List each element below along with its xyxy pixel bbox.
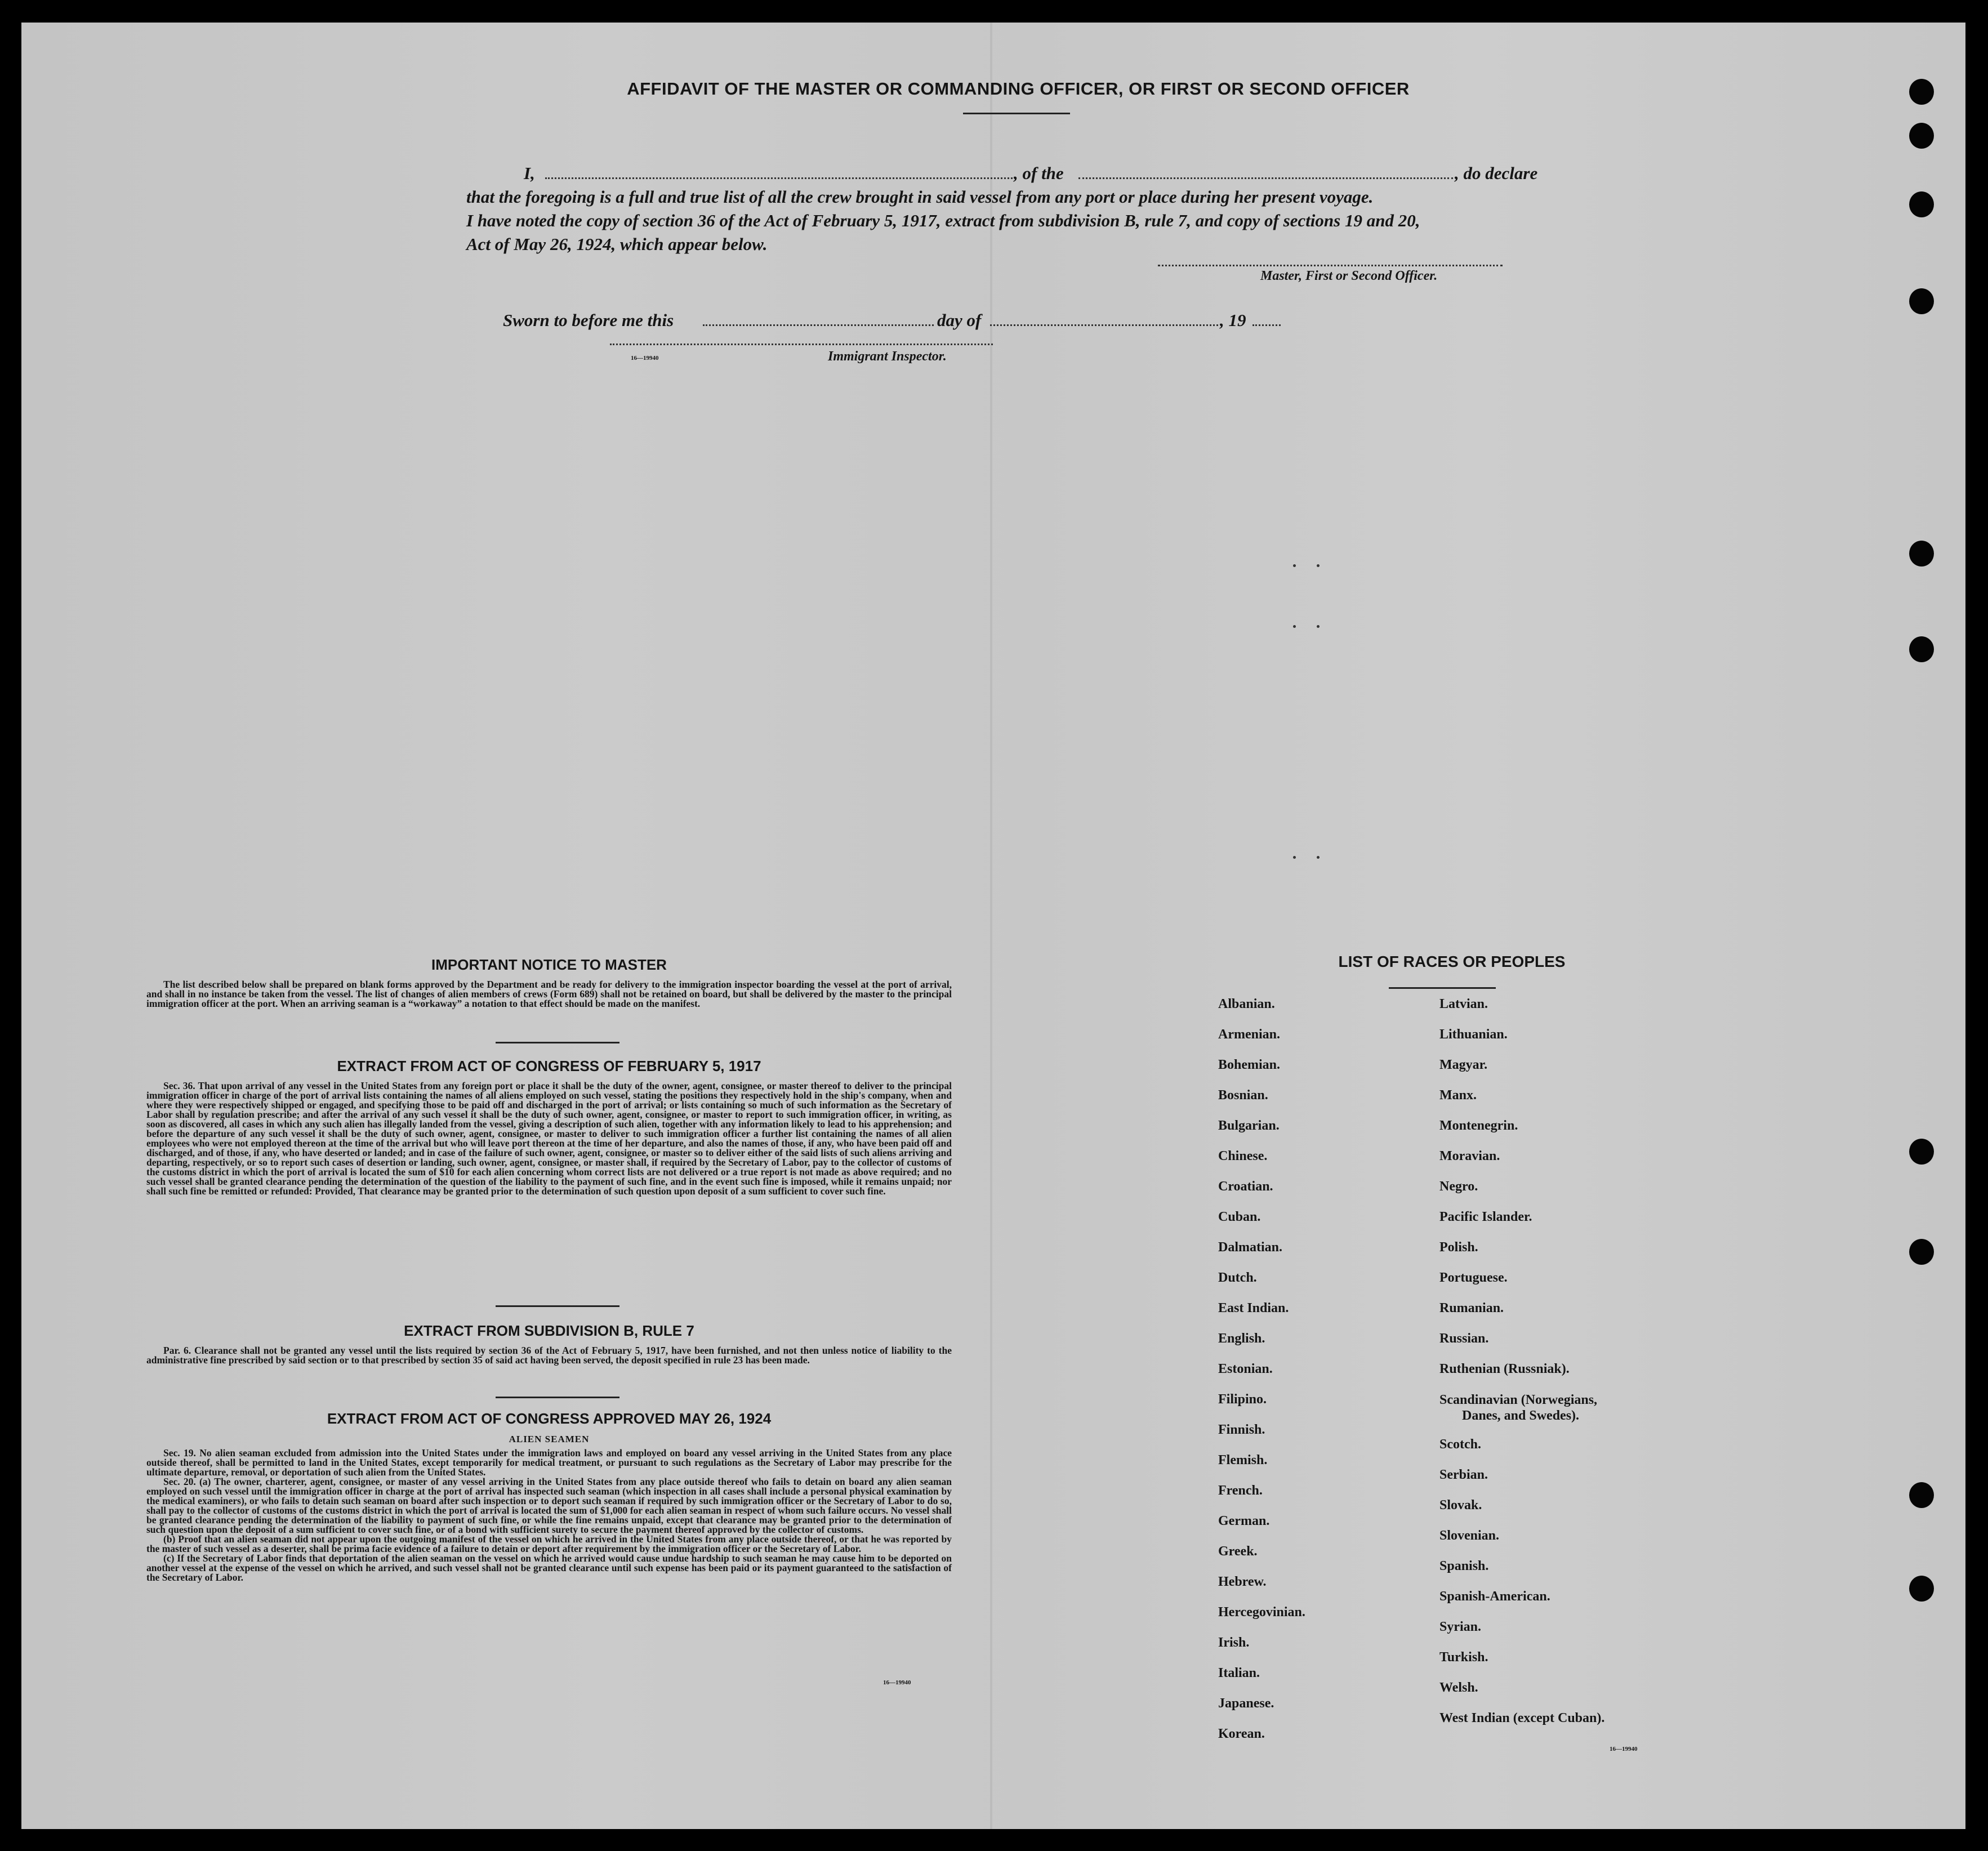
affidavit-line-4: Act of May 26, 1924, which appear below. [466,234,768,254]
race-item: Finnish. [1218,1422,1265,1437]
notice-rule [496,1042,619,1043]
race-item: Manx. [1439,1088,1477,1103]
sec-20b-paragraph: (b) Proof that an alien seaman did not appear upon the outgoing manifest of the vessel on which he arrived in the United States from any place outside thereof, or that he was reported by the master of such vessel as a deserter, shall be prima facie evidence of a failure to detain or deport after requirement by the immigration officer or the Secretary of Labor. [146,1533,952,1554]
speck [1317,856,1320,859]
binder-hole [1909,1139,1934,1165]
race-item: Negro. [1439,1179,1478,1194]
inspector-caption: Immigrant Inspector. [828,349,947,364]
master-caption: Master, First or Second Officer. [1260,269,1438,283]
year-label: , 19 [1220,310,1246,330]
race-item: Albanian. [1218,997,1275,1011]
race-item: Hebrew. [1218,1575,1267,1589]
speck [1317,625,1320,628]
sworn-label: Sworn to before me this [503,310,674,330]
race-item: Pacific Islander. [1439,1210,1532,1224]
sworn-day-line[interactable] [703,324,934,326]
race-item: Hercegovinian. [1218,1605,1305,1620]
race-item: East Indian. [1218,1301,1289,1315]
vessel-of-label: , of the [1014,163,1064,183]
race-item: Dutch. [1218,1270,1257,1285]
affidavit-form-number: 16—19940 [631,355,659,362]
sec-19-paragraph: Sec. 19. No alien seaman excluded from admission into the United States under the immigration laws and employed on board any vessel arriving in the United States from any place outside thereof, shall be permitted to land in the United States, except temporarily for medical treatment, or pursuant to such regulations as the Secretary of Labor may prescribe for the ultimate departure, removal, or deportation of such alien from the United States. [146,1447,952,1478]
race-item: Moravian. [1439,1149,1500,1163]
master-signature-line[interactable] [1158,265,1503,266]
race-item: Croatian. [1218,1179,1273,1194]
race-item: Turkish. [1439,1650,1488,1665]
binder-hole [1909,288,1934,314]
race-item: Bohemian. [1218,1058,1281,1072]
notice-text [146,980,952,1009]
extract-1924-text [146,1448,952,1582]
race-item: Spanish. [1439,1559,1489,1573]
extract-form-number: 16—19940 [883,1679,911,1686]
race-item: Ruthenian (Russniak). [1439,1362,1570,1376]
race-item: Bulgarian. [1218,1118,1280,1133]
race-item: Lithuanian. [1439,1027,1508,1042]
sec-20a-paragraph: Sec. 20. (a) The owner, charterer, agent, consignee, or master of any vessel arriving in the United States from any place outside thereof who fails to detain on board any alien seaman employed on such vessel until the immigration officer in charge at the port of arrival has inspected such seaman (which inspection in all cases shall include a personal physical examination by the medical examiners), or who fails to detain such seaman on board after such inspection or to deport such seaman if required by such immigration officer or the Secretary of Labor to do so, shall pay to the collector of customs of the customs district in which the port of arrival is located the sum of $1,000 for each alien seaman in respect of whom such failure occurs. No vessel shall be granted clearance pending the determination of the liability to payment of such fine, or while the fine remains unpaid, except that clearance may be granted prior to the determination of such question upon the deposit of a sum sufficient to cover such fine, or of a bond with sufficient surety to secure the payment thereof approved by the collector of customs. [146,1476,952,1535]
races-column-2 [1439,997,1604,1741]
race-item: Montenegrin. [1439,1118,1518,1133]
speck [1293,625,1296,628]
race-item: Greek. [1218,1544,1258,1559]
sworn-year-line[interactable] [1252,324,1281,326]
races-rule [1389,987,1496,989]
extract-1917-title: EXTRACT FROM ACT OF CONGRESS OF FEBRUARY 5, 1917 [337,1058,761,1074]
race-item: Welsh. [1439,1680,1478,1695]
race-item-line: Scandinavian (Norwegians, [1439,1393,1598,1407]
binder-hole [1909,1576,1934,1602]
affidavit-line-2: that the foregoing is a full and true list of all the crew brought in said vessel from any port or place during her present voyage. [466,187,1374,207]
race-item: Cuban. [1218,1210,1261,1224]
day-of-label: day of [937,310,982,330]
affidavit-title: AFFIDAVIT OF THE MASTER OR COMMANDING OFFICER, OR FIRST OR SECOND OFFICER [627,79,1410,99]
rule-7-rule [496,1397,619,1398]
page-fold [990,23,992,1829]
par-6-paragraph: Par. 6. Clearance shall not be granted any vessel until the lists required by section 36 of the Act of February 5, 1917, have been furnished, and not then unless notice of liability to the administrative fine prescribed by said section or to that prescribed by section 35 of said act having been served, the deposit specified in rule 23 has been made. [146,1345,952,1366]
binder-hole [1909,636,1934,662]
race-item: Rumanian. [1439,1301,1504,1315]
races-title: LIST OF RACES OR PEOPLES [1338,953,1566,970]
race-item: Serbian. [1439,1468,1488,1482]
affidavit-line-3: I have noted the copy of section 36 of the Act of February 5, 1917, extract from subdivision B, rule 7, and copy of sections 19 and 20, [466,211,1420,230]
rule-7-title: EXTRACT FROM SUBDIVISION B, RULE 7 [404,1322,694,1339]
race-item: Korean. [1218,1727,1265,1741]
sec-36-paragraph: Sec. 36. That upon arrival of any vessel in the United States from any foreign port or place it shall be the duty of the owner, agent, consignee, or master thereof to deliver to the principal immigration officer in charge of the port of arrival lists containing the names of all aliens employed on such vessel, stating the positions they respectively hold in the ship's company, when and where they were respectively shipped or engaged, and specifying those to be paid off and discharged in the port of arrival; or lists containing so much of such information as the Secretary of Labor shall by regulation prescribe; and after the arrival of any such vessel it shall be the duty of such owner, agent, consignee, or master to report to such immigration officer, in writing, as soon as discovered, all cases in which any such alien has illegally landed from the vessel, giving a description of such alien, together with any information likely to lead to his apprehension; and before the departure of any such vessel it shall be the duty of such owner, agent, consignee, or master to deliver to such immigration officer a further list containing the names of all alien employees who were not employed thereon at the time of the arrival but who will leave port thereon at the time of her departure, and also the names of those, if any, who have been paid off and discharged, and of those, if any, who have deserted or landed; and in case of the failure of such owner, agent, consignee, or master so to deliver either of the said lists of such aliens arriving and departing, respectively, or so to report such cases of desertion or landing, such owner, agent, consignee, or master shall, if required by the Secretary of Labor, pay to the collector of customs of the customs district in which the port of arrival is located the sum of $10 for each alien concerning whom correct lists are not delivered or a true report is not made as above required; and no such vessel shall be granted clearance pending the determination of the question of the liability to the payment of such fine, and in the event such fine is imposed, while it remains unpaid; nor shall such fine be remitted or refunded: Provided, That clearance may be granted prior to the determination of such question upon deposit of a sum sufficient to cover such fine. [146,1080,952,1197]
extract-1917-text [146,1081,952,1196]
sworn-month-line[interactable] [990,324,1218,326]
race-item: Chinese. [1218,1149,1268,1163]
race-item-scandinavian [1439,1392,1604,1437]
binder-hole [1909,191,1934,217]
race-item: West Indian (except Cuban). [1439,1711,1605,1725]
race-item: Japanese. [1218,1696,1274,1711]
notice-title: IMPORTANT NOTICE TO MASTER [431,956,667,973]
race-item: Scotch. [1439,1437,1481,1452]
race-item: Filipino. [1218,1392,1267,1407]
alien-seamen-subtitle: ALIEN SEAMEN [509,1434,590,1444]
extract-1917-rule [496,1305,619,1307]
race-item: Italian. [1218,1666,1260,1680]
races-column-1 [1218,997,1305,1757]
race-item: Polish. [1439,1240,1478,1255]
speck [1293,564,1296,567]
race-item: German. [1218,1514,1270,1528]
race-item: English. [1218,1331,1265,1346]
sec-20c-paragraph: (c) If the Secretary of Labor finds that deportation of the alien seaman on the vessel on which he arrived would cause undue hardship to such seaman he may cause him to be deported on another vessel at the expense of the vessel on which he arrived, and such vessel shall not be granted clearance until such expense has been paid or its payment guaranteed to the satisfaction of the Secretary of Labor. [146,1553,952,1583]
title-rule [963,113,1070,114]
race-item: Armenian. [1218,1027,1280,1042]
binder-hole [1909,123,1934,149]
race-item: Russian. [1439,1331,1489,1346]
binder-hole [1909,79,1934,105]
race-item: Magyar. [1439,1058,1488,1072]
race-item: Dalmatian. [1218,1240,1282,1255]
race-item: Flemish. [1218,1453,1268,1468]
race-item: French. [1218,1483,1263,1498]
races-form-number: 16—19940 [1610,1746,1638,1752]
manifest-back-page [21,23,1965,1829]
speck [1317,564,1320,567]
binder-hole [1909,1482,1934,1508]
race-item: Estonian. [1218,1362,1273,1376]
race-item: Portuguese. [1439,1270,1508,1285]
binder-hole [1909,541,1934,567]
race-item: Slovak. [1439,1498,1482,1513]
race-item: Bosnian. [1218,1088,1268,1103]
race-item-line: Danes, and Swedes). [1462,1408,1580,1423]
race-item: Latvian. [1439,997,1488,1011]
rule-7-text [146,1346,952,1365]
race-item: Irish. [1218,1635,1250,1650]
binder-hole [1909,1239,1934,1265]
extract-1924-title: EXTRACT FROM ACT OF CONGRESS APPROVED MAY 26, 1924 [327,1410,772,1427]
race-item: Slovenian. [1439,1528,1500,1543]
inspector-signature-line[interactable] [610,344,993,345]
declarant-name-line[interactable] [545,177,1013,179]
vessel-name-line[interactable] [1078,177,1453,179]
race-item: Syrian. [1439,1620,1482,1634]
race-item: Spanish-American. [1439,1589,1550,1604]
declarant-label: I, [524,163,535,183]
speck [1293,856,1296,859]
declare-label: , do declare [1455,163,1538,183]
notice-paragraph: The list described below shall be prepared on blank forms approved by the Department and be ready for delivery to the immigration inspector boarding the vessel at the port of arrival, and shall in no instance be taken from the vessel. The list of changes of alien members of crews (Form 689) shall not be retained on board, but shall be delivered by the master to the principal immigration officer at the port. When an arriving seaman is a “workaway” a notation to that effect should be made on the manifest. [146,979,952,1009]
